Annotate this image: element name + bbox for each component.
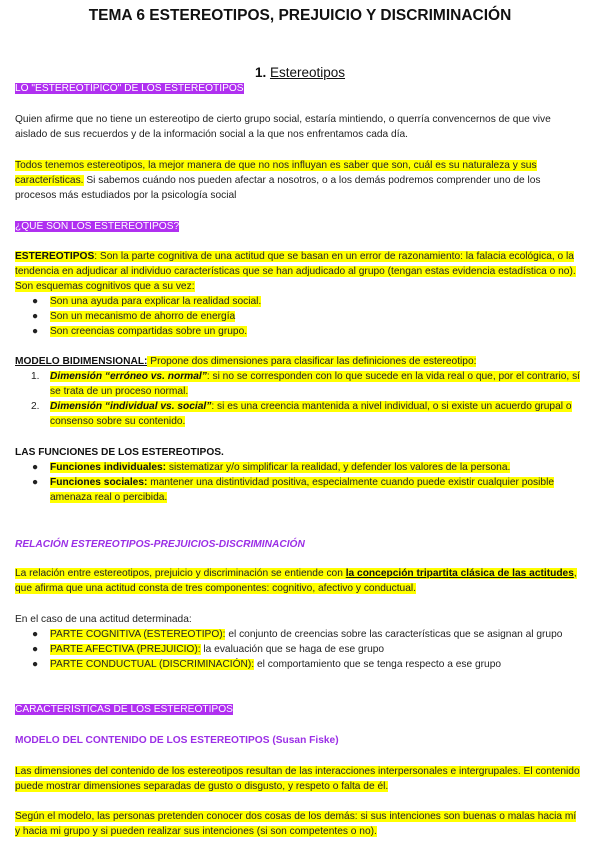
component-term: PARTE CONDUCTUAL (DISCRIMINACIÓN): bbox=[50, 659, 255, 670]
page-title: TEMA 6 ESTEREOTIPOS, PREJUICIO Y DISCRIMINACIÓN bbox=[88, 7, 512, 24]
list-partes bbox=[15, 627, 583, 672]
paragraph-text: Si sabemos cuándo nos pueden afectar a nosotros, o a los demás podremos comprender uno de los procesos más estudiados por la psicología social bbox=[15, 175, 541, 201]
heading-modelo-contenido: MODELO DEL CONTENIDO DE LOS ESTEREOTIPOS (Susan Fiske) bbox=[15, 735, 339, 746]
dimension-text: : si es una creencia mantenida a nivel individual, o si existe un acuerdo grupal o consenso sobre su contenido. bbox=[50, 401, 572, 427]
list-item bbox=[15, 324, 583, 339]
term-modelo: MODELO BIDIMENSIONAL: bbox=[15, 356, 148, 367]
heading-estereotipico bbox=[15, 81, 583, 96]
section-title: Estereotipos bbox=[269, 65, 346, 80]
list-item-text: Son creencias compartidas sobre un grupo. bbox=[50, 326, 248, 337]
heading-estereotipico-text: LO "ESTEREOTÍPICO" DE LOS ESTEREOTIPOS bbox=[15, 83, 244, 94]
paragraph-segun bbox=[15, 809, 583, 839]
heading-caracteristicas-text: CARACTERÍSTICAS DE LOS ESTEREOTIPOS bbox=[15, 704, 233, 715]
definition-text: : Son la parte cognitiva de una actitud que se basan en un error de razonamiento: la falacia ecológica, o la tendencia en adjudicar al individuo características que se han adjudicado al grupo (tengan estas evidencia estadística o no). Son esquemas cognitivos que a su vez: bbox=[15, 251, 576, 292]
component-text: la evaluación que se haga de ese grupo bbox=[200, 644, 385, 655]
heading-que-son-text: ¿QUÉ SON LOS ESTEREOTIPOS? bbox=[15, 221, 180, 232]
list-item bbox=[15, 369, 583, 399]
paragraph-modelo-bidimensional bbox=[15, 354, 583, 369]
list-dimensiones bbox=[15, 369, 583, 429]
component-text: el comportamiento que se tenga respecto a ese grupo bbox=[254, 659, 502, 670]
concept-term: la concepción tripartita clásica de las actitudes bbox=[345, 568, 574, 579]
section-heading bbox=[0, 64, 600, 82]
bullet-icon: ● bbox=[32, 326, 39, 337]
dimension-text: : si no se corresponden con lo que sucede en la vida real o que, por el contrario, sí se trata de un proceso normal. bbox=[50, 371, 581, 397]
bullet-icon: ● bbox=[32, 644, 39, 655]
list-number: 1. bbox=[31, 371, 40, 382]
heading-caracteristicas bbox=[15, 702, 583, 717]
function-text: sistematizar y/o simplificar la realidad, y defender los valores de la persona. bbox=[166, 462, 511, 473]
list-item bbox=[15, 627, 583, 642]
dimension-term: Dimensión “individual vs. social” bbox=[50, 401, 212, 412]
component-term: PARTE AFECTIVA (PREJUICIO): bbox=[50, 644, 201, 655]
highlighted-text: Todos tenemos estereotipos, la mejor manera de que no nos influyan es saber que son, cuál es su naturaleza y sus características. bbox=[15, 160, 537, 186]
list-item bbox=[15, 309, 583, 324]
list-item bbox=[15, 642, 583, 657]
paragraph-text: Las dimensiones del contenido de los estereotipos resultan de las interacciones interpersonales e intergrupales. El contenido puede mostrar dimensiones separadas de gusto o disgusto, y respeto o falta de él. bbox=[15, 766, 580, 792]
paragraph-text: Propone dos dimensiones para clasificar las definiciones de estereotipo: bbox=[147, 356, 477, 367]
list-item bbox=[15, 460, 583, 475]
paragraph-todos bbox=[15, 158, 583, 203]
component-term: PARTE COGNITIVA (ESTEREOTIPO): bbox=[50, 629, 226, 640]
heading-que-son bbox=[15, 219, 583, 234]
list-esquemas bbox=[15, 294, 583, 339]
heading-funciones-text: LAS FUNCIONES DE LOS ESTEREOTIPOS. bbox=[15, 447, 224, 458]
list-item bbox=[15, 399, 583, 429]
paragraph-dimensiones bbox=[15, 764, 583, 794]
bullet-icon: ● bbox=[32, 462, 39, 473]
paragraph-text: La relación entre estereotipos, prejuicio y discriminación se entiende con bbox=[15, 568, 346, 579]
bullet-icon: ● bbox=[32, 296, 39, 307]
paragraph-relacion bbox=[15, 566, 583, 596]
bullet-icon: ● bbox=[32, 477, 39, 488]
paragraph-intro: Quien afirme que no tiene un estereotipo de cierto grupo social, estaría mintiendo, o querría convencernos de que vive aislado de sus recuerdos y de la información social a la que nos enfrentamos cada día. bbox=[15, 114, 551, 140]
heading-relacion-text: RELACIÓN ESTEREOTIPOS-PREJUICIOS-DISCRIMINACIÓN bbox=[15, 539, 305, 550]
component-text: el conjunto de creencias sobre las características que se asignan al grupo bbox=[225, 629, 563, 640]
paragraph-text: Según el modelo, las personas pretenden conocer dos cosas de los demás: si sus intenciones son buenas o malas hacia mí y hacia mi grupo y si pueden realizar sus intenciones (si son competentes o no). bbox=[15, 811, 577, 837]
function-term: Funciones individuales: bbox=[50, 462, 167, 473]
list-item bbox=[15, 294, 583, 309]
function-text: mantener una distintividad positiva, especialmente cuando puede existir cualquier posible amenaza real o percibida. bbox=[50, 477, 555, 503]
term-estereotipos: ESTEREOTIPOS bbox=[15, 251, 95, 262]
function-term: Funciones sociales: bbox=[50, 477, 148, 488]
bullet-icon: ● bbox=[32, 659, 39, 670]
list-number: 2. bbox=[31, 401, 40, 412]
paragraph-text: , que afirma que una actitud consta de tres componentes: cognitivo, afectivo y conductual. bbox=[15, 568, 577, 594]
heading-funciones bbox=[15, 445, 583, 460]
paragraph-estereotipos bbox=[15, 249, 583, 294]
list-item bbox=[15, 657, 583, 672]
paragraph-caso: En el caso de una actitud determinada: bbox=[15, 614, 192, 625]
section-number: 1. bbox=[254, 65, 267, 80]
bullet-icon: ● bbox=[32, 311, 39, 322]
list-item-text: Son una ayuda para explicar la realidad social. bbox=[50, 296, 262, 307]
list-item-text: Son un mecanismo de ahorro de energía bbox=[50, 311, 236, 322]
dimension-term: Dimensión “erróneo vs. normal” bbox=[50, 371, 207, 382]
bullet-icon: ● bbox=[32, 629, 39, 640]
heading-relacion bbox=[15, 537, 583, 552]
list-item bbox=[15, 475, 583, 505]
list-funciones bbox=[15, 460, 583, 505]
